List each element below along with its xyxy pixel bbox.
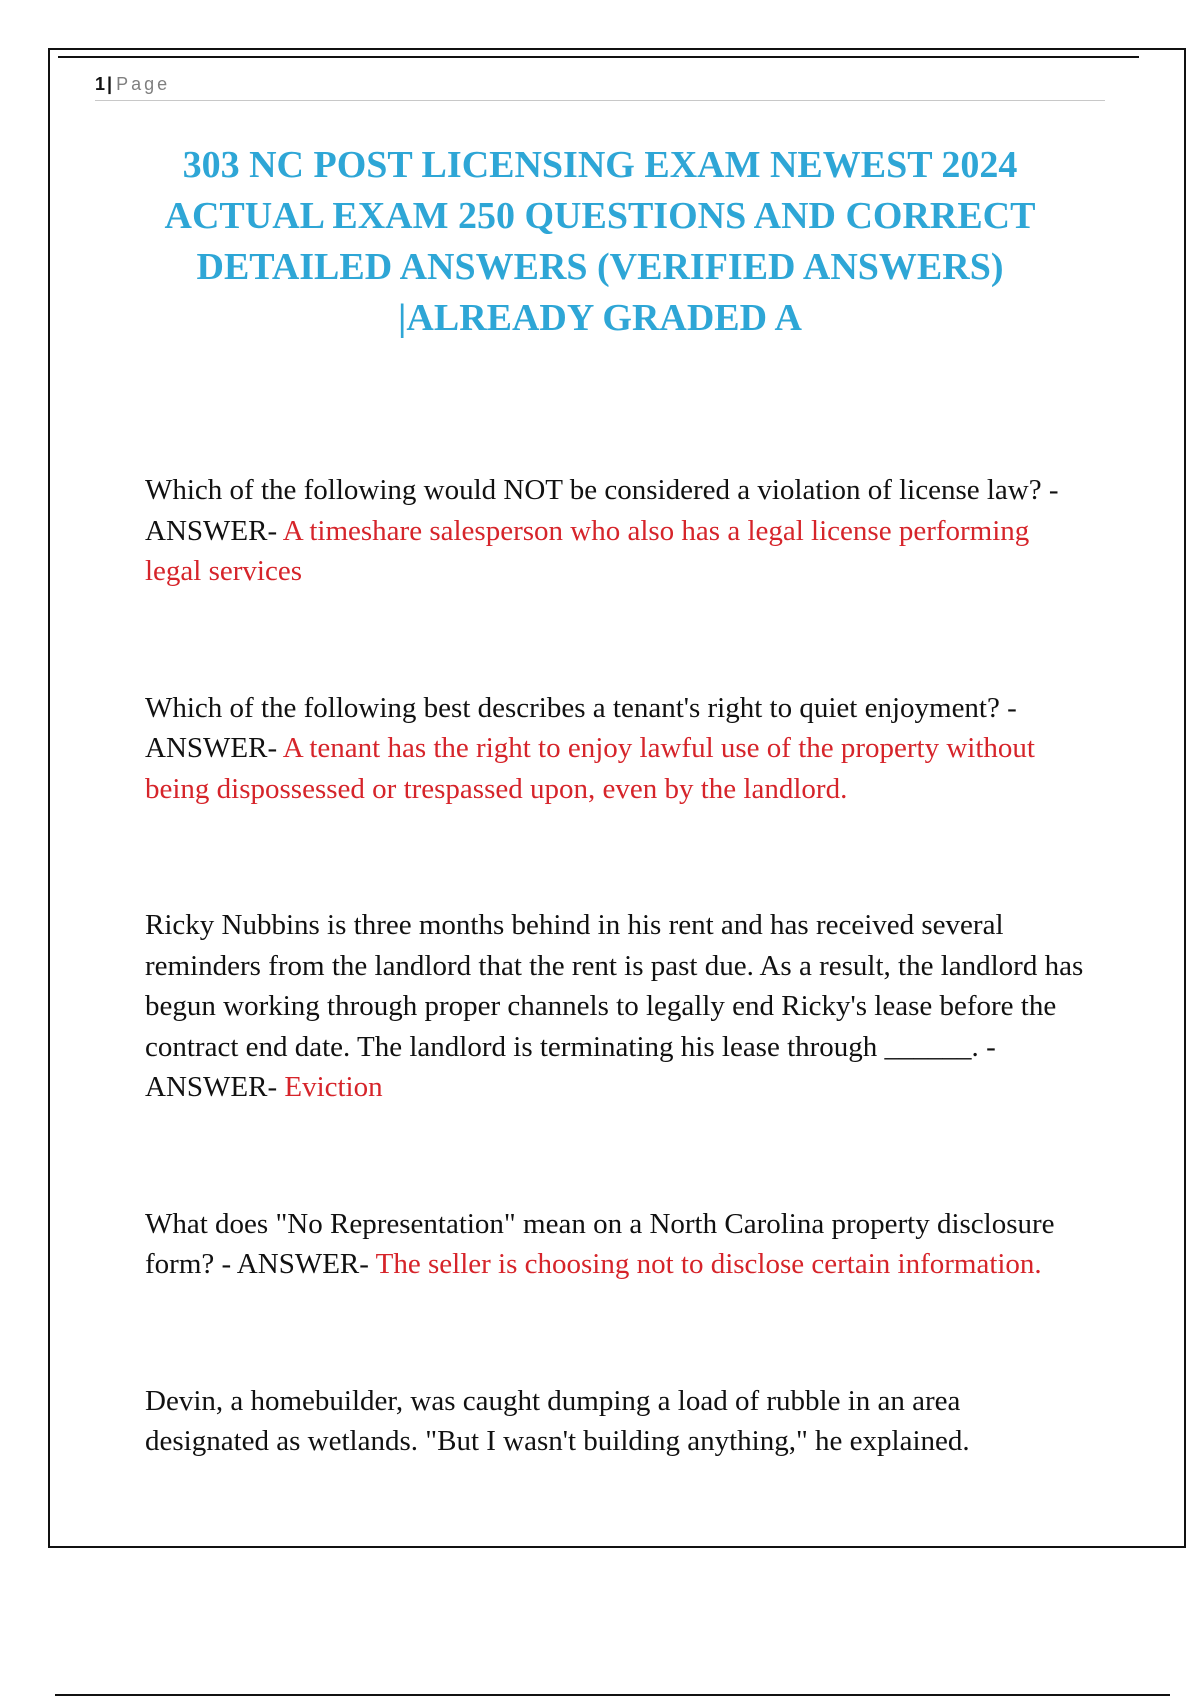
answer-text: The seller is choosing not to disclose certain information. [375,1248,1042,1280]
answer-label: - ANSWER- [145,691,1017,764]
question-text: Which of the following best describes a tenant's right to quiet enjoyment? [145,691,1000,724]
question-item [145,905,1088,1108]
question-item [145,688,1088,810]
question-list [145,470,1088,1462]
top-rule [58,56,1139,58]
answer-label: - ANSWER- [214,1248,376,1280]
answer-label: - ANSWER- [145,474,1059,547]
document-title: 303 NC POST LICENSING EXAM NEWEST 2024 ACTUAL EXAM 250 QUESTIONS AND CORRECT DETAILED ANSWERS (VERIFIED ANSWERS) |ALREADY GRADED A [164,144,1036,339]
question-text: Which of the following would NOT be considered a violation of license law? [145,474,1042,506]
question-text: Ricky Nubbins is three months behind in his rent and has received several reminders from the landlord that the rent is past due. As a result, the landlord has begun working through proper channels to legally end Ricky's lease before the contract end date. The landlord is terminating his lease through ______. [145,909,1084,1063]
page-header [95,72,1105,101]
question-text: Devin, a homebuilder, was caught dumping a load of rubble in an area designated as wetlands. "But I wasn't building anything," he explained. [145,1384,970,1457]
page-label: Page [116,74,171,94]
answer-text: A tenant has the right to enjoy lawful use of the property without being dispossessed or trespassed upon, even by the landlord. [145,732,1035,805]
question-item [145,1204,1088,1285]
answer-text: Eviction [284,1071,383,1103]
header-separator: | [107,74,113,94]
answer-text: A timeshare salesperson who also has a legal license performing legal services [145,514,1030,587]
answer-label: - ANSWER- [145,1030,996,1103]
question-item [145,470,1088,592]
page-number: 1 [95,74,106,94]
question-item [145,1381,1088,1462]
question-text: What does "No Representation" mean on a North Carolina property disclosure form? [145,1207,1055,1280]
next-page-rule [55,1694,1170,1696]
